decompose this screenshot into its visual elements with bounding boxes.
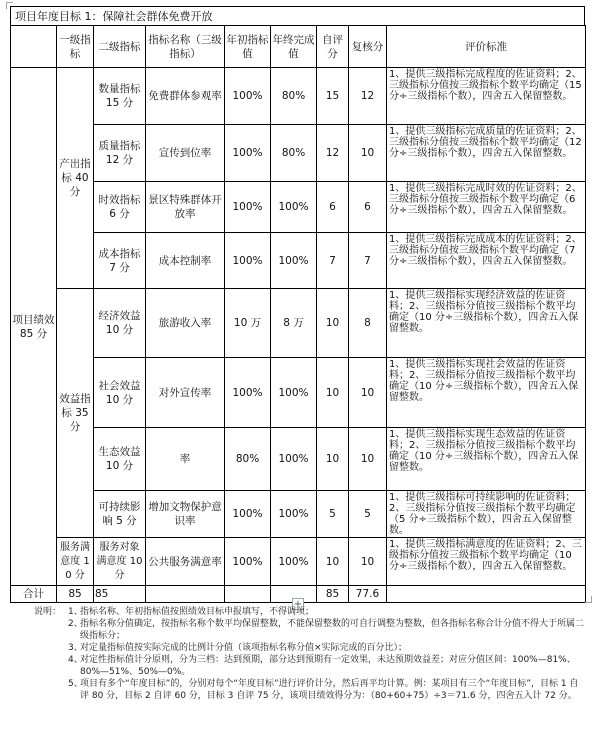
initial-value-cell: 100% (225, 538, 271, 586)
standard-cell: 1、提供三级指标实现社会效益的佐证资料；2、三级指标分值按三级指标个数平均确定（10 分÷三级指标个数），四舍五入保留整数。 (387, 358, 586, 428)
final-value-cell: 100% (271, 428, 317, 491)
self-score-cell: 10 (317, 289, 349, 358)
header-indicator-name: 指标名称（三级指标） (146, 26, 225, 68)
level2-cell: 成本指标 7 分 (94, 233, 146, 289)
level2-cell: 经济效益 10 分 (94, 289, 146, 358)
initial-value-cell: 10 万 (225, 289, 271, 358)
selection-corner-bottom-right (585, 596, 592, 603)
indicator-name-cell: 增加文物保护意识率 (146, 491, 225, 538)
level2-cell: 可持续影响 5 分 (94, 491, 146, 538)
final-value-cell: 100% (271, 538, 317, 586)
note-number: 2、 (68, 619, 83, 629)
level2-cell: 服务对象满意度 10 分 (94, 538, 146, 586)
evaluation-table (10, 25, 586, 603)
indicator-name-cell: 率 (146, 428, 225, 491)
initial-value-cell: 100% (225, 182, 271, 233)
indicator-name-cell: 公共服务满意率 (146, 538, 225, 586)
initial-value-cell: 100% (225, 125, 271, 182)
table-cell (225, 586, 271, 603)
note-text: 对定量指标值按实际完成的比例计分值（该项指标名称分值×实际完成的百分比）； (80, 643, 408, 653)
standard-cell: 1、提供三级指标完成质量的佐证资料；2、三级指标分值按三级指标个数平均确定（12 分÷三级指标个数），四舍五入保留整数。 (387, 125, 586, 182)
level2-cell: 生态效益 10 分 (94, 428, 146, 491)
review-score-cell: 10 (349, 125, 387, 182)
note-item (34, 678, 586, 702)
note-text: 指标名称、年初指标值按照绩效目标申报填写，不得调项； (80, 607, 315, 617)
benefit-indicators: 效益指标 35 分 (57, 289, 94, 538)
level2-cell: 质量指标 12 分 (94, 125, 146, 182)
indicator-name-cell: 旅游收入率 (146, 289, 225, 358)
notes-section (34, 606, 586, 702)
final-value-cell: 100% (271, 233, 317, 289)
standard-cell: 1、提供三级指标实现经济效益的佐证资料；2、三级指标分值按三级指标个数平均确定（10 分÷三级指标个数），四舍五入保留整数。 (387, 289, 586, 358)
target-title: 项目年度目标 1：保障社会群体免费开放 (10, 6, 585, 26)
self-score-cell: 10 (317, 428, 349, 491)
initial-value-cell: 100% (225, 358, 271, 428)
initial-value-cell: 100% (225, 491, 271, 538)
notes-lead: 说明： (34, 607, 62, 617)
review-score-cell: 10 (349, 538, 387, 586)
output-indicators: 产出指标 40 分 (57, 68, 94, 289)
total-self-score: 85 (317, 586, 349, 603)
note-number: 1、 (68, 607, 83, 617)
header-final-value: 年终完成值 (271, 26, 317, 68)
project-performance: 项目绩效 85 分 (11, 68, 57, 586)
standard-cell: 1、提供三级指标满意度的佐证资料；2、三级指标分值按三级指标个数平均确定（10 分÷三级指标个数），四舍五入保留整数。 (387, 538, 586, 586)
final-value-cell: 8 万 (271, 289, 317, 358)
note-number: 3、 (68, 643, 83, 653)
initial-value-cell: 100% (225, 233, 271, 289)
note-text: 对定性指标值计分原则，分为三档：达到预期，部分达到预期有一定效果，未达预期效益差；对应分值区间：100%—81%、80%—51%、50%—0%。 (80, 655, 576, 677)
service-satisfaction: 服务满意度 10 分 (57, 538, 94, 586)
level2-cell: 数量指标 15 分 (94, 68, 146, 125)
indicator-name-cell: 免费群体参观率 (146, 68, 225, 125)
level2-cell: 时效指标 6 分 (94, 182, 146, 233)
review-score-cell: 6 (349, 182, 387, 233)
indicator-name-cell: 成本控制率 (146, 233, 225, 289)
standard-cell: 1、提供三级指标完成时效的佐证资料；2、三级指标分值按三级指标个数平均确定（6 分÷三级指标个数），四舍五入保留整数。 (387, 182, 586, 233)
table-cell (146, 586, 225, 603)
review-score-cell: 5 (349, 491, 387, 538)
add-row-handle[interactable]: + (293, 599, 303, 610)
header-standard: 评价标准 (387, 26, 586, 68)
indicator-name-cell: 对外宣传率 (146, 358, 225, 428)
header-review-score: 复核分 (349, 26, 387, 68)
header-level2: 二级指标 (94, 26, 146, 68)
total-label: 合计 (11, 586, 57, 603)
final-value-cell: 80% (271, 125, 317, 182)
indicator-name-cell: 景区特殊群体开放率 (146, 182, 225, 233)
note-text: 项目有多个“年度目标”的，分别对每个“年度目标”进行评价计分，然后再平均计算。例：某项目有三个“年度目标”，目标 1 自评 80 分，目标 2 自评 60 分，目标 3 自评 75 分，该项目绩效得分为：（80+60+75）÷3＝71.6 分，四舍五入计 72 分。 (80, 679, 579, 701)
note-item (34, 642, 586, 654)
review-score-cell: 8 (349, 289, 387, 358)
review-score-cell: 10 (349, 428, 387, 491)
header-level1: 一级指标 (57, 26, 94, 68)
header-self-score: 自评分 (317, 26, 349, 68)
note-item (34, 618, 586, 642)
review-score-cell: 10 (349, 358, 387, 428)
total-level1: 85 (57, 586, 94, 603)
final-value-cell: 100% (271, 358, 317, 428)
note-item (34, 606, 586, 618)
review-score-cell: 7 (349, 233, 387, 289)
level2-cell: 社会效益 10 分 (94, 358, 146, 428)
note-text: 指标名称分值确定，按指标名称个数平均保留整数，不能保留整数的可自行调整为整数，但各指标名称合计分值不得大于所属二级指标分； (80, 619, 585, 641)
note-number: 5、 (68, 679, 83, 689)
note-item (34, 654, 586, 678)
table-cell (11, 26, 57, 68)
initial-value-cell: 80% (225, 428, 271, 491)
self-score-cell: 7 (317, 233, 349, 289)
self-score-cell: 12 (317, 125, 349, 182)
self-score-cell: 10 (317, 358, 349, 428)
final-value-cell: 100% (271, 491, 317, 538)
standard-cell: 1、提供三级指标完成成本的佐证资料；2、三级指标分值按三级指标个数平均确定（7 分÷三级指标个数），四舍五入保留整数。 (387, 233, 586, 289)
header-initial-value: 年初指标值 (225, 26, 271, 68)
standard-cell: 1、提供三级指标实现生态效益的佐证资料；2、三级指标分值按三级指标个数平均确定（10 分÷三级指标个数），四舍五入保留整数。 (387, 428, 586, 491)
initial-value-cell: 100% (225, 68, 271, 125)
total-review-score: 77.6 (349, 586, 387, 603)
final-value-cell: 100% (271, 182, 317, 233)
self-score-cell: 10 (317, 538, 349, 586)
total-level2: 85 (94, 586, 146, 603)
standard-cell: 1、提供三级指标完成程度的佐证资料；2、三级指标分值按三级指标个数平均确定（15 分÷三级指标个数），四舍五入保留整数。 (387, 68, 586, 125)
final-value-cell: 80% (271, 68, 317, 125)
self-score-cell: 5 (317, 491, 349, 538)
table-cell (387, 586, 586, 603)
indicator-name-cell: 宣传到位率 (146, 125, 225, 182)
note-number: 4、 (68, 655, 83, 665)
standard-cell: 1、提供三级指标可持续影响的佐证资料；2、三级指标分值按三级指标个数平均确定（5 分÷三级指标个数），四舍五入保留整数。 (387, 491, 586, 538)
self-score-cell: 15 (317, 68, 349, 125)
review-score-cell: 12 (349, 68, 387, 125)
self-score-cell: 6 (317, 182, 349, 233)
